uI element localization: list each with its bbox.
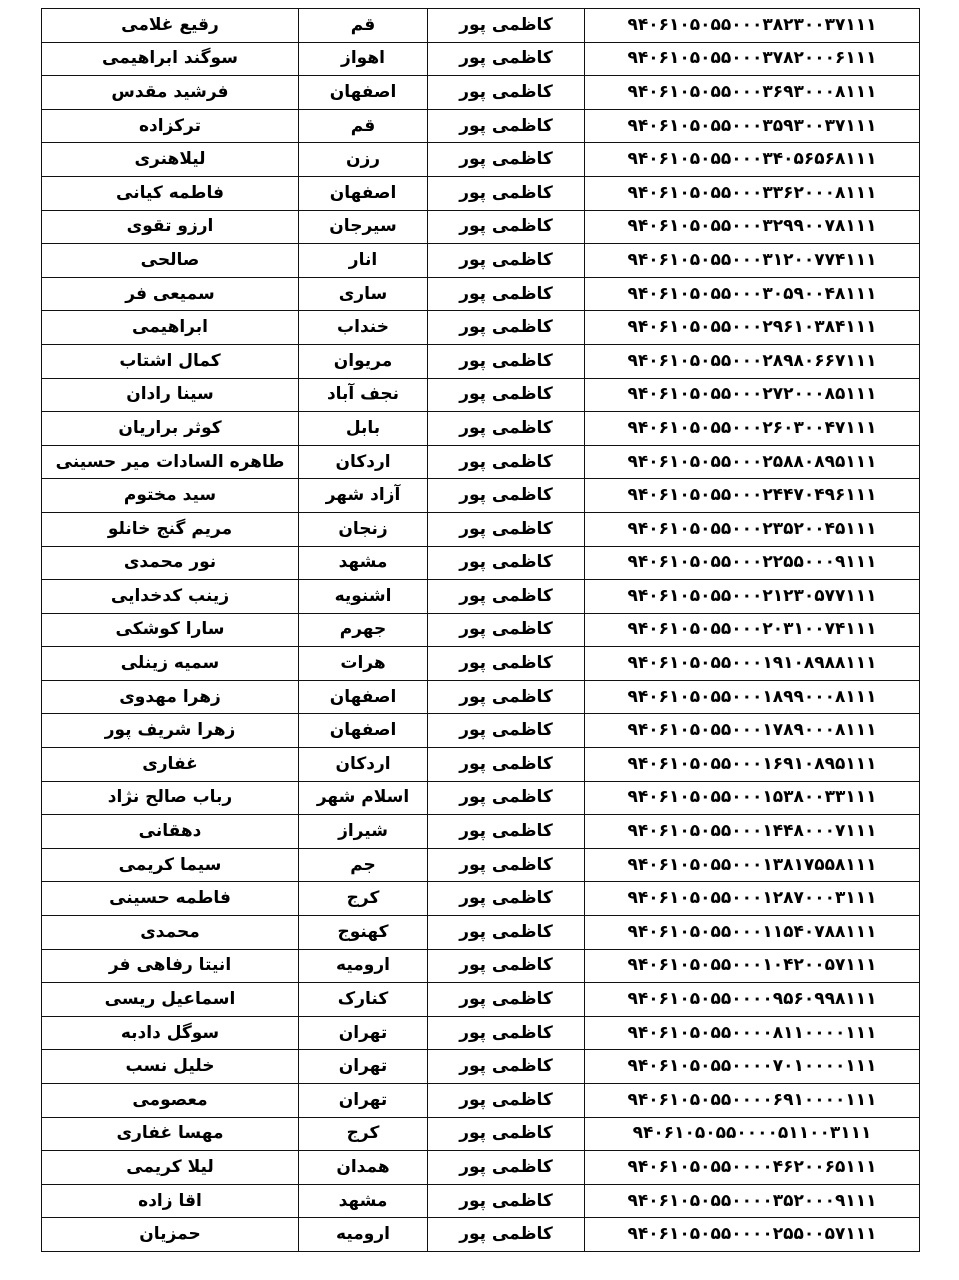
table-row xyxy=(42,1117,920,1151)
cell-family: کاظمی پور xyxy=(428,1016,585,1050)
table-row xyxy=(42,781,920,815)
records-table-body xyxy=(42,9,920,1252)
cell-name: سوگند ابراهیمی xyxy=(42,42,299,76)
table-row xyxy=(42,344,920,378)
table-row xyxy=(42,210,920,244)
table-row xyxy=(42,949,920,983)
cell-family: کاظمی پور xyxy=(428,1218,585,1252)
table-row xyxy=(42,277,920,311)
cell-name: لیلا کریمی xyxy=(42,1151,299,1185)
cell-family: کاظمی پور xyxy=(428,176,585,210)
cell-family: کاظمی پور xyxy=(428,244,585,278)
table-row xyxy=(42,244,920,278)
table-row xyxy=(42,916,920,950)
cell-name: فرشید مقدس xyxy=(42,76,299,110)
cell-name: معصومی xyxy=(42,1084,299,1118)
cell-code: ۹۴۰۶۱۰۵۰۵۵۰۰۰۰۸۱۱۰۰۰۰۱۱۱ xyxy=(585,1016,920,1050)
cell-name: غفاری xyxy=(42,748,299,782)
table-row xyxy=(42,42,920,76)
cell-city: اهواز xyxy=(299,42,428,76)
cell-name: اسماعیل ریسی xyxy=(42,983,299,1017)
cell-city: اسلام شهر xyxy=(299,781,428,815)
cell-city: مشهد xyxy=(299,546,428,580)
cell-code: ۹۴۰۶۱۰۵۰۵۵۰۰۰۱۵۳۸۰۰۳۳۱۱۱ xyxy=(585,781,920,815)
cell-code: ۹۴۰۶۱۰۵۰۵۵۰۰۰۱۹۱۰۸۹۸۸۱۱۱ xyxy=(585,647,920,681)
cell-family: کاظمی پور xyxy=(428,210,585,244)
cell-family: کاظمی پور xyxy=(428,1117,585,1151)
cell-name: محمدی xyxy=(42,916,299,950)
cell-name: ترکزاده xyxy=(42,109,299,143)
cell-code: ۹۴۰۶۱۰۵۰۵۵۰۰۰۰۲۵۵۰۰۵۷۱۱۱ xyxy=(585,1218,920,1252)
cell-name: فاطمه کیانی xyxy=(42,176,299,210)
cell-family: کاظمی پور xyxy=(428,479,585,513)
cell-code: ۹۴۰۶۱۰۵۰۵۵۰۰۰۳۴۰۵۶۵۶۸۱۱۱ xyxy=(585,143,920,177)
cell-code: ۹۴۰۶۱۰۵۰۵۵۰۰۰۰۶۹۱۰۰۰۰۱۱۱ xyxy=(585,1084,920,1118)
table-row xyxy=(42,1084,920,1118)
cell-code: ۹۴۰۶۱۰۵۰۵۵۰۰۰۳۷۸۲۰۰۰۶۱۱۱ xyxy=(585,42,920,76)
cell-code: ۹۴۰۶۱۰۵۰۵۵۰۰۰۳۸۲۳۰۰۳۷۱۱۱ xyxy=(585,9,920,43)
cell-name: صالحی xyxy=(42,244,299,278)
table-row xyxy=(42,9,920,43)
cell-code: ۹۴۰۶۱۰۵۰۵۵۰۰۰۱۰۴۲۰۰۵۷۱۱۱ xyxy=(585,949,920,983)
cell-city: مریوان xyxy=(299,344,428,378)
cell-code: ۹۴۰۶۱۰۵۰۵۵۰۰۰۱۳۸۱۷۵۵۸۱۱۱ xyxy=(585,848,920,882)
table-row xyxy=(42,882,920,916)
table-row xyxy=(42,512,920,546)
cell-city: اشنویه xyxy=(299,580,428,614)
cell-family: کاظمی پور xyxy=(428,9,585,43)
cell-city: اردکان xyxy=(299,445,428,479)
cell-family: کاظمی پور xyxy=(428,76,585,110)
cell-name: کمال اشتاب xyxy=(42,344,299,378)
table-row xyxy=(42,76,920,110)
table-row xyxy=(42,311,920,345)
cell-family: کاظمی پور xyxy=(428,983,585,1017)
cell-code: ۹۴۰۶۱۰۵۰۵۵۰۰۰۱۴۴۸۰۰۰۷۱۱۱ xyxy=(585,815,920,849)
cell-city: کرج xyxy=(299,1117,428,1151)
cell-family: کاظمی پور xyxy=(428,680,585,714)
cell-city: تهران xyxy=(299,1050,428,1084)
cell-code: ۹۴۰۶۱۰۵۰۵۵۰۰۰۲۴۴۷۰۴۹۶۱۱۱ xyxy=(585,479,920,513)
cell-family: کاظمی پور xyxy=(428,848,585,882)
cell-name: طاهره السادات میر حسینی xyxy=(42,445,299,479)
cell-family: کاظمی پور xyxy=(428,1151,585,1185)
cell-name: انیتا رفاهی فر xyxy=(42,949,299,983)
table-row xyxy=(42,1050,920,1084)
cell-code: ۹۴۰۶۱۰۵۰۵۵۰۰۰۲۱۲۳۰۵۷۷۱۱۱ xyxy=(585,580,920,614)
cell-family: کاظمی پور xyxy=(428,109,585,143)
cell-name: سید مختوم xyxy=(42,479,299,513)
cell-code: ۹۴۰۶۱۰۵۰۵۵۰۰۰۲۷۲۰۰۰۸۵۱۱۱ xyxy=(585,378,920,412)
cell-code: ۹۴۰۶۱۰۵۰۵۵۰۰۰۰۹۵۶۰۹۹۸۱۱۱ xyxy=(585,983,920,1017)
cell-code: ۹۴۰۶۱۰۵۰۵۵۰۰۰۱۱۵۴۰۷۸۸۱۱۱ xyxy=(585,916,920,950)
cell-city: مشهد xyxy=(299,1184,428,1218)
cell-family: کاظمی پور xyxy=(428,580,585,614)
table-row xyxy=(42,1151,920,1185)
cell-code: ۹۴۰۶۱۰۵۰۵۵۰۰۰۱۸۹۹۰۰۰۸۱۱۱ xyxy=(585,680,920,714)
cell-city: تهران xyxy=(299,1016,428,1050)
cell-name: سارا کوشکی xyxy=(42,613,299,647)
cell-family: کاظمی پور xyxy=(428,42,585,76)
cell-family: کاظمی پور xyxy=(428,882,585,916)
table-row xyxy=(42,613,920,647)
cell-code: ۹۴۰۶۱۰۵۰۵۵۰۰۰۳۶۹۳۰۰۰۸۱۱۱ xyxy=(585,76,920,110)
cell-city: اصفهان xyxy=(299,176,428,210)
table-row xyxy=(42,983,920,1017)
table-row xyxy=(42,1184,920,1218)
cell-code: ۹۴۰۶۱۰۵۰۵۵۰۰۰۲۵۸۸۰۸۹۵۱۱۱ xyxy=(585,445,920,479)
cell-code: ۹۴۰۶۱۰۵۰۵۵۰۰۰۲۳۵۲۰۰۴۵۱۱۱ xyxy=(585,512,920,546)
cell-code: ۹۴۰۶۱۰۵۰۵۵۰۰۰۰۷۰۱۰۰۰۰۱۱۱ xyxy=(585,1050,920,1084)
cell-name: کوثر براریان xyxy=(42,412,299,446)
cell-family: کاظمی پور xyxy=(428,277,585,311)
cell-name: سمیعی فر xyxy=(42,277,299,311)
cell-family: کاظمی پور xyxy=(428,949,585,983)
cell-code: ۹۴۰۶۱۰۵۰۵۵۰۰۰۲۸۹۸۰۶۶۷۱۱۱ xyxy=(585,344,920,378)
cell-name: سمیه زینلی xyxy=(42,647,299,681)
cell-city: همدان xyxy=(299,1151,428,1185)
table-row xyxy=(42,848,920,882)
cell-name: نور محمدی xyxy=(42,546,299,580)
cell-name: حمزیان xyxy=(42,1218,299,1252)
cell-family: کاظمی پور xyxy=(428,546,585,580)
cell-code: ۹۴۰۶۱۰۵۰۵۵۰۰۰۰۵۱۱۰۰۳۱۱۱ xyxy=(585,1117,920,1151)
table-row xyxy=(42,445,920,479)
cell-code: ۹۴۰۶۱۰۵۰۵۵۰۰۰۲۶۰۳۰۰۴۷۱۱۱ xyxy=(585,412,920,446)
cell-code: ۹۴۰۶۱۰۵۰۵۵۰۰۰۲۰۳۱۰۰۷۴۱۱۱ xyxy=(585,613,920,647)
cell-code: ۹۴۰۶۱۰۵۰۵۵۰۰۰۱۶۹۱۰۸۹۵۱۱۱ xyxy=(585,748,920,782)
cell-family: کاظمی پور xyxy=(428,647,585,681)
cell-family: کاظمی پور xyxy=(428,1050,585,1084)
cell-city: جم xyxy=(299,848,428,882)
cell-city: سیرجان xyxy=(299,210,428,244)
cell-code: ۹۴۰۶۱۰۵۰۵۵۰۰۰۲۹۶۱۰۳۸۴۱۱۱ xyxy=(585,311,920,345)
cell-city: نجف آباد xyxy=(299,378,428,412)
cell-code: ۹۴۰۶۱۰۵۰۵۵۰۰۰۲۲۵۵۰۰۰۹۱۱۱ xyxy=(585,546,920,580)
cell-family: کاظمی پور xyxy=(428,412,585,446)
cell-code: ۹۴۰۶۱۰۵۰۵۵۰۰۰۳۲۹۹۰۰۷۸۱۱۱ xyxy=(585,210,920,244)
cell-family: کاظمی پور xyxy=(428,916,585,950)
cell-city: بابل xyxy=(299,412,428,446)
cell-family: کاظمی پور xyxy=(428,311,585,345)
cell-city: اردکان xyxy=(299,748,428,782)
cell-family: کاظمی پور xyxy=(428,613,585,647)
table-row xyxy=(42,680,920,714)
table-row xyxy=(42,580,920,614)
cell-name: زهرا شریف پور xyxy=(42,714,299,748)
table-row xyxy=(42,412,920,446)
cell-city: انار xyxy=(299,244,428,278)
cell-city: رزن xyxy=(299,143,428,177)
cell-code: ۹۴۰۶۱۰۵۰۵۵۰۰۰۳۳۶۲۰۰۰۸۱۱۱ xyxy=(585,176,920,210)
cell-family: کاظمی پور xyxy=(428,1184,585,1218)
cell-city: شیراز xyxy=(299,815,428,849)
cell-city: اصفهان xyxy=(299,76,428,110)
cell-family: کاظمی پور xyxy=(428,781,585,815)
cell-city: اصفهان xyxy=(299,680,428,714)
cell-city: ساری xyxy=(299,277,428,311)
cell-family: کاظمی پور xyxy=(428,714,585,748)
cell-city: کرج xyxy=(299,882,428,916)
table-row xyxy=(42,748,920,782)
cell-family: کاظمی پور xyxy=(428,143,585,177)
cell-name: دهقانی xyxy=(42,815,299,849)
cell-name: لیلاهنری xyxy=(42,143,299,177)
cell-code: ۹۴۰۶۱۰۵۰۵۵۰۰۰۳۵۹۳۰۰۳۷۱۱۱ xyxy=(585,109,920,143)
cell-name: فاطمه حسینی xyxy=(42,882,299,916)
cell-name: رقیع غلامی xyxy=(42,9,299,43)
cell-name: ابراهیمی xyxy=(42,311,299,345)
table-row xyxy=(42,815,920,849)
records-table xyxy=(41,8,920,1252)
cell-city: خنداب xyxy=(299,311,428,345)
cell-code: ۹۴۰۶۱۰۵۰۵۵۰۰۰۳۱۲۰۰۷۷۴۱۱۱ xyxy=(585,244,920,278)
cell-code: ۹۴۰۶۱۰۵۰۵۵۰۰۰۳۰۵۹۰۰۴۸۱۱۱ xyxy=(585,277,920,311)
table-row xyxy=(42,714,920,748)
cell-city: ارومیه xyxy=(299,1218,428,1252)
cell-name: ارزو تقوی xyxy=(42,210,299,244)
cell-name: مریم گنج خانلو xyxy=(42,512,299,546)
cell-city: ارومیه xyxy=(299,949,428,983)
cell-city: تهران xyxy=(299,1084,428,1118)
cell-city: جهرم xyxy=(299,613,428,647)
cell-family: کاظمی پور xyxy=(428,344,585,378)
cell-name: خلیل نسب xyxy=(42,1050,299,1084)
cell-name: زهرا مهدوی xyxy=(42,680,299,714)
cell-city: کنارک xyxy=(299,983,428,1017)
cell-city: اصفهان xyxy=(299,714,428,748)
table-row xyxy=(42,479,920,513)
cell-name: سینا رادان xyxy=(42,378,299,412)
cell-family: کاظمی پور xyxy=(428,748,585,782)
cell-city: آزاد شهر xyxy=(299,479,428,513)
records-sheet xyxy=(41,8,920,1252)
table-row xyxy=(42,109,920,143)
table-row xyxy=(42,546,920,580)
cell-name: سوگل دادبه xyxy=(42,1016,299,1050)
cell-code: ۹۴۰۶۱۰۵۰۵۵۰۰۰۱۲۸۷۰۰۰۳۱۱۱ xyxy=(585,882,920,916)
cell-city: قم xyxy=(299,9,428,43)
cell-name: اقا زاده xyxy=(42,1184,299,1218)
cell-city: هرات xyxy=(299,647,428,681)
cell-code: ۹۴۰۶۱۰۵۰۵۵۰۰۰۰۴۶۲۰۰۶۵۱۱۱ xyxy=(585,1151,920,1185)
cell-family: کاظمی پور xyxy=(428,1084,585,1118)
cell-family: کاظمی پور xyxy=(428,378,585,412)
cell-name: رباب صالح نژاد xyxy=(42,781,299,815)
cell-city: کهنوج xyxy=(299,916,428,950)
cell-name: سیما کریمی xyxy=(42,848,299,882)
cell-name: زینب کدخدایی xyxy=(42,580,299,614)
table-row xyxy=(42,1218,920,1252)
cell-code: ۹۴۰۶۱۰۵۰۵۵۰۰۰۰۳۵۲۰۰۰۹۱۱۱ xyxy=(585,1184,920,1218)
table-row xyxy=(42,143,920,177)
cell-family: کاظمی پور xyxy=(428,815,585,849)
cell-family: کاظمی پور xyxy=(428,512,585,546)
table-row xyxy=(42,176,920,210)
table-row xyxy=(42,378,920,412)
cell-city: زنجان xyxy=(299,512,428,546)
cell-city: قم xyxy=(299,109,428,143)
cell-name: مهسا غفاری xyxy=(42,1117,299,1151)
cell-code: ۹۴۰۶۱۰۵۰۵۵۰۰۰۱۷۸۹۰۰۰۸۱۱۱ xyxy=(585,714,920,748)
cell-family: کاظمی پور xyxy=(428,445,585,479)
table-row xyxy=(42,647,920,681)
table-row xyxy=(42,1016,920,1050)
